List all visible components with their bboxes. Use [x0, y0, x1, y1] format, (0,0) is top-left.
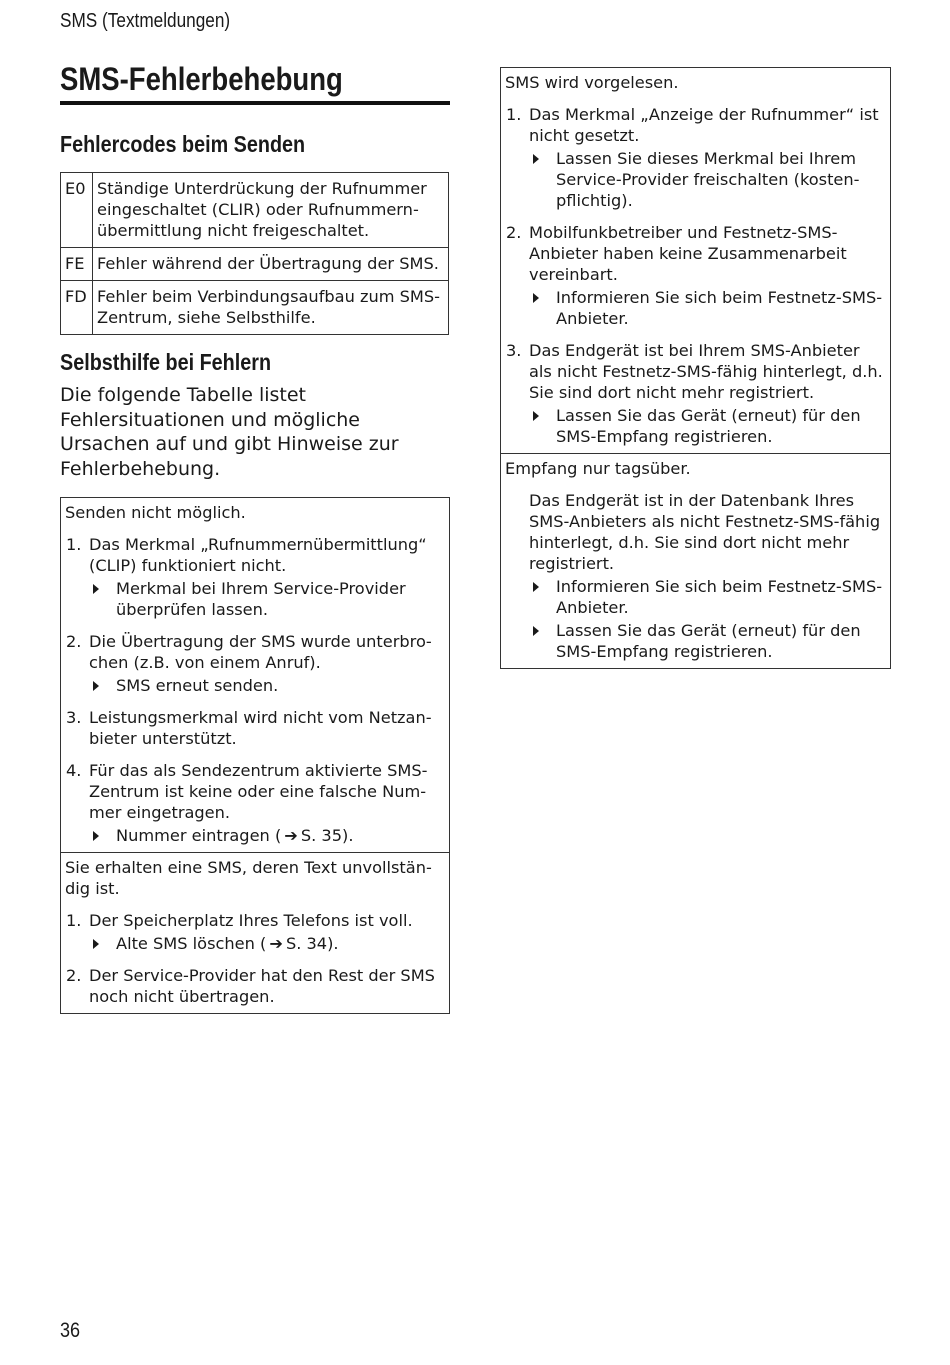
error-description: Fehler während der Übertragung der SMS. [93, 248, 449, 281]
action-step [505, 576, 886, 618]
action-text: Informieren Sie sich beim Festnetz-SMS-Anbieter. [556, 577, 883, 617]
item-number: 1. [66, 911, 82, 930]
table-row [61, 248, 449, 281]
action-step [505, 405, 886, 447]
action-step [65, 825, 445, 846]
cause-text: Der Service-Provider hat den Rest der SMS noch nicht übertragen. [89, 966, 435, 1006]
arrow-right-icon: ➔ [284, 826, 298, 845]
list-item [505, 104, 886, 211]
page-reference: S. 34). [285, 934, 339, 953]
section-title-error-codes: Fehlercodes beim Senden [60, 131, 306, 157]
list-item [65, 707, 445, 749]
triangle-right-icon [93, 584, 99, 594]
item-number: 3. [66, 708, 82, 727]
action-text: Lassen Sie das Gerät (erneut) für den SMS-Empfang registrieren. [556, 406, 861, 446]
problem-title: Empfang nur tagsüber. [505, 459, 691, 478]
action-step [65, 675, 445, 696]
section-title-self-help: Selbsthilfe bei Fehlern [60, 349, 272, 375]
list-item [65, 965, 445, 1007]
action-step [65, 578, 445, 620]
action-step [505, 620, 886, 662]
cause-text: Für das als Sendezentrum aktivierte SMS-Zentrum ist keine oder eine falsche Nummer eingetragen. [89, 761, 428, 822]
list-item [505, 222, 886, 329]
cause-text: Das Endgerät ist bei Ihrem SMS-Anbieter als nicht Festnetz-SMS-fähig hinterlegt, d.h. Sie sind dort nicht mehr registriert. [529, 341, 883, 402]
cause-text: Leistungsmerkmal wird nicht vom Netzanbieter unterstützt. [89, 708, 432, 748]
item-number: 3. [506, 341, 522, 360]
triangle-right-icon [533, 411, 539, 421]
cause-text: Der Speicherplatz Ihres Telefons ist voll. [89, 911, 413, 930]
triangle-right-icon [533, 154, 539, 164]
item-number: 2. [66, 632, 82, 651]
action-step [65, 933, 445, 954]
action-text: Lassen Sie dieses Merkmal bei Ihrem Service-Provider freischalten (kostenpflichtig). [556, 149, 860, 210]
list-item [65, 760, 445, 846]
item-number: 4. [66, 761, 82, 780]
problem-section [501, 453, 890, 668]
right-column [500, 67, 891, 669]
cause-text: Das Merkmal „Anzeige der Rufnummer“ ist nicht gesetzt. [529, 105, 879, 145]
problem-section [61, 852, 449, 1013]
triangle-right-icon [533, 582, 539, 592]
triangle-right-icon [533, 626, 539, 636]
error-description: Fehler beim Verbindungsaufbau zum SMS-Zentrum, siehe Selbsthilfe. [93, 281, 449, 335]
page-reference: S. 35). [300, 826, 354, 845]
action-text: Lassen Sie das Gerät (erneut) für den SMS-Empfang registrieren. [556, 621, 861, 661]
action-text: SMS erneut senden. [116, 676, 279, 695]
error-description: Ständige Unterdrückung der Rufnummer eingeschaltet (CLIR) oder Rufnummernübermittlung nicht freigeschaltet. [93, 173, 449, 248]
list-item [65, 910, 445, 954]
triangle-right-icon [93, 681, 99, 691]
cause-text: Das Endgerät ist in der Datenbank Ihres SMS-Anbieters als nicht Festnetz-SMS-fähig hinterlegt, d.h. Sie sind dort nicht mehr registriert. [529, 491, 881, 573]
table-row [61, 281, 449, 335]
cause-text: Das Merkmal „Rufnummernübermittlung“ (CLIP) funktioniert nicht. [89, 535, 427, 575]
error-code: FE [61, 248, 93, 281]
action-step [505, 148, 886, 211]
problem-title: Sie erhalten eine SMS, deren Text unvollständig ist. [65, 858, 432, 898]
problem-section [61, 498, 449, 852]
triangle-right-icon [93, 831, 99, 841]
list-item [65, 534, 445, 620]
troubleshooting-table-left [60, 497, 450, 1014]
item-number: 1. [66, 535, 82, 554]
triangle-right-icon [93, 939, 99, 949]
action-text: Merkmal bei Ihrem Service-Provider überprüfen lassen. [116, 579, 406, 619]
cause-text: Mobilfunkbetreiber und Festnetz-SMS-Anbieter haben keine Zusammenarbeit vereinbart. [529, 223, 847, 284]
error-code: FD [61, 281, 93, 335]
action-text: Informieren Sie sich beim Festnetz-SMS-Anbieter. [556, 288, 883, 328]
list-item [65, 631, 445, 696]
item-number: 1. [506, 105, 522, 124]
item-number: 2. [66, 966, 82, 985]
list-item [505, 490, 886, 662]
triangle-right-icon [533, 293, 539, 303]
table-row [61, 173, 449, 248]
problem-section [501, 68, 890, 453]
error-code: E0 [61, 173, 93, 248]
action-step [505, 287, 886, 329]
problem-title: Senden nicht möglich. [65, 503, 246, 522]
cause-text: Die Übertragung der SMS wurde unterbrochen (z.B. von einem Anruf). [89, 632, 432, 672]
action-text: Nummer eintragen ( [116, 826, 282, 845]
page-number: 36 [60, 1319, 81, 1342]
item-number: 2. [506, 223, 522, 242]
arrow-right-icon: ➔ [269, 934, 283, 953]
list-item [505, 340, 886, 447]
action-text: Alte SMS löschen ( [116, 934, 267, 953]
troubleshooting-table-right [500, 67, 891, 669]
left-column [60, 60, 450, 1014]
error-code-table [60, 172, 449, 335]
running-header: SMS (Textmeldungen) [60, 10, 231, 32]
problem-title: SMS wird vorgelesen. [505, 73, 679, 92]
page-title: SMS-Fehlerbehebung [60, 60, 450, 105]
intro-paragraph: Die folgende Tabelle listet Fehlersituationen und mögliche Ursachen auf und gibt Hinweise zur Fehlerbehebung. [60, 384, 399, 480]
